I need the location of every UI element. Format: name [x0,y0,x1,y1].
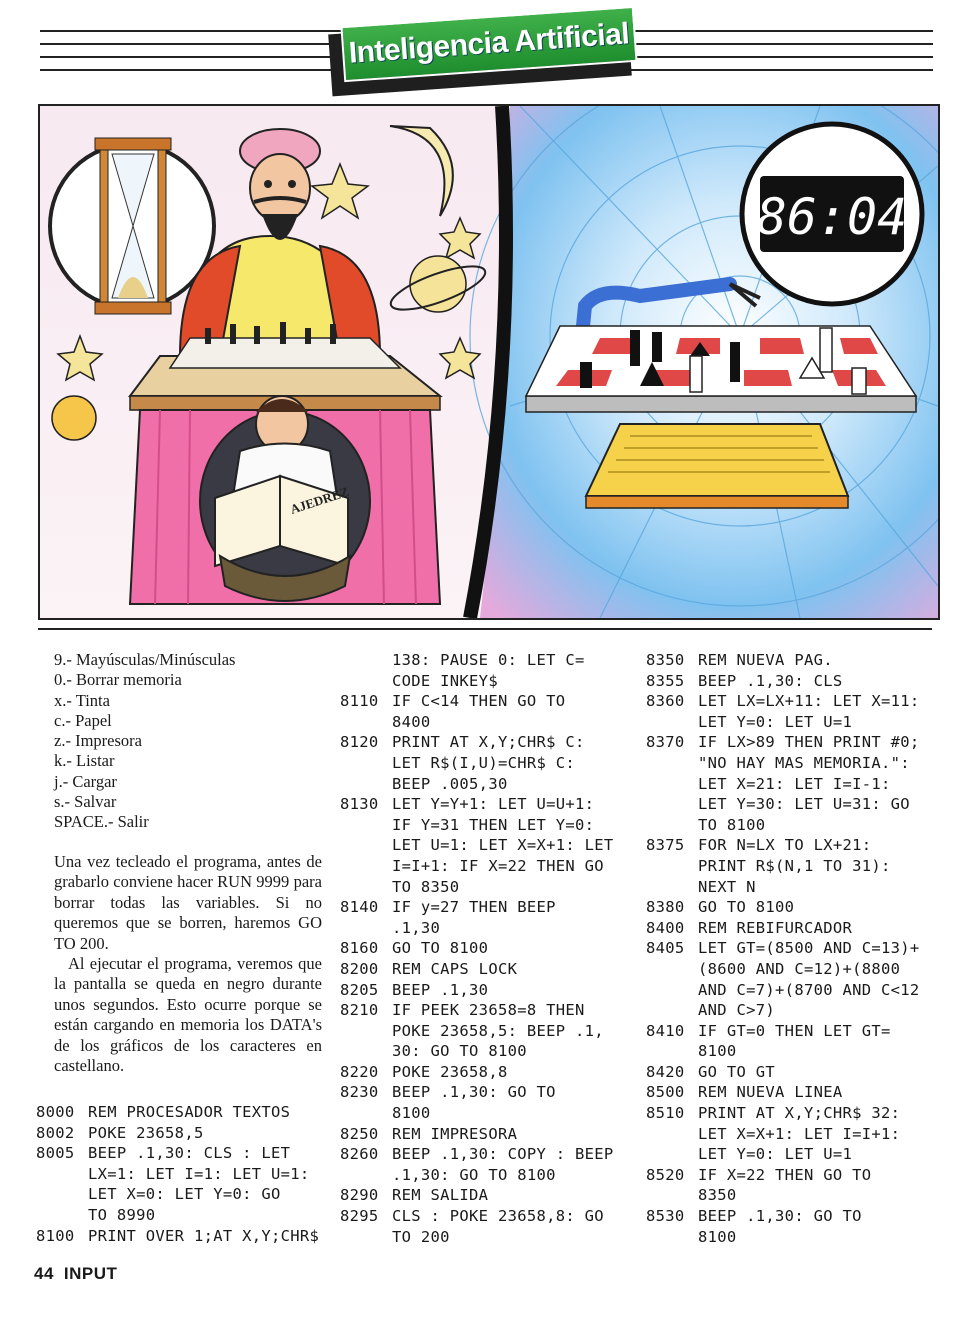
code-line [646,712,946,733]
line-number: 8370 [646,733,685,752]
code-text: POKE 23658,8 [392,1062,508,1081]
line-number: 8290 [340,1186,379,1205]
line-number: 8002 [36,1123,75,1142]
line-number [646,1185,698,1206]
line-number: 8355 [646,671,685,690]
line-number: 8230 [340,1083,379,1102]
code-text: REM NUEVA PAG. [698,651,833,669]
code-line [340,1103,640,1124]
code-line [340,1000,640,1021]
code-line [646,938,946,959]
line-number [340,877,392,898]
code-line [646,835,946,856]
line-number [646,1041,698,1062]
line-number: 8410 [646,1021,685,1040]
line-number: 8420 [646,1062,685,1081]
paragraph-text: Al ejecutar el programa, veremos que la pantalla se queda en negro durante unos segundos. Esto ocurre porque se están cargando en memoria los DATA's de los gráficos de los caracteres en castellano. [54,954,322,1076]
line-number: 8160 [340,939,379,958]
line-number [340,918,392,939]
line-number: 8260 [340,1145,379,1164]
code-line [340,1062,640,1083]
code-line [340,877,640,898]
code-line [646,918,946,939]
code-text: GO TO 8100 [698,898,795,917]
code-line [646,1082,946,1103]
menu-item: j.- Cargar [54,771,117,791]
menu-item: k.- Listar [54,751,115,771]
line-number [340,815,392,836]
line-number: 8205 [340,980,379,999]
code-line [340,650,640,671]
code-text: 138: PAUSE 0: LET C= [392,651,585,669]
code-text: 8400 [392,712,431,731]
code-line [646,877,946,898]
code-text: PRINT AT X,Y;CHR$ C: [392,733,585,752]
code-text: LET X=21: LET I=I-1: [698,774,891,793]
code-text: TO 8990 [88,1205,156,1224]
line-number: 8130 [340,795,379,814]
code-listing-col2 [340,650,640,1247]
code-text: IF PEEK 23658=8 THEN [392,1001,585,1020]
paragraph-1 [54,852,322,954]
code-text: CLS : POKE 23658,8: GO [392,1207,604,1226]
code-line [340,980,640,1001]
code-line [340,1185,640,1206]
code-line [646,1165,946,1186]
code-line [340,1124,640,1145]
line-number: 8350 [646,651,685,669]
code-text: REM SALIDA [392,1186,489,1205]
code-line [340,835,640,856]
line-number: 8400 [646,918,685,937]
code-text: GO TO 8100 [392,939,489,958]
menu-item: SPACE.- Salir [54,812,149,832]
menu-item: 0.- Borrar memoria [54,670,182,690]
code-line [340,918,640,939]
code-line [646,1103,946,1124]
line-number: 8520 [646,1165,685,1184]
code-line [646,794,946,815]
code-text: PRINT OVER 1;AT X,Y;CHR$ [88,1226,320,1245]
code-line [646,1185,946,1206]
line-number [340,856,392,877]
code-text: BEEP .1,30: CLS [698,671,843,690]
code-text: .1,30: GO TO 8100 [392,1165,556,1184]
line-number [646,794,698,815]
code-line [340,1082,640,1103]
line-number [646,753,698,774]
code-text: LET Y=0: LET U=1 [698,712,853,731]
code-text: TO 8100 [698,815,766,834]
code-text: BEEP .1,30: COPY : BEEP [392,1145,614,1164]
line-number [646,1124,698,1145]
code-line [646,856,946,877]
line-number: 8120 [340,733,379,752]
clock-display: 86:04 [756,188,908,246]
code-line [340,938,640,959]
line-number [646,856,698,877]
line-number: 8375 [646,836,685,855]
illustration-rule [38,628,932,630]
code-line [36,1102,336,1123]
code-line [646,1041,946,1062]
code-line [646,650,946,671]
code-line [340,959,640,980]
code-text: IF Y=31 THEN LET Y=0: [392,815,595,834]
line-number: 8380 [646,898,685,917]
line-number: 8220 [340,1062,379,1081]
line-number: 8110 [340,692,379,711]
line-number [646,1000,698,1021]
code-listing-col3 [646,650,946,1247]
code-line [340,732,640,753]
code-line [340,1021,640,1042]
line-number [646,712,698,733]
code-text: TO 200 [392,1227,450,1246]
line-number: 8360 [646,692,685,711]
line-number: 8005 [36,1144,75,1163]
code-text: .1,30 [392,918,441,937]
page-number: 44 [34,1264,54,1283]
code-text: TO 8350 [392,877,460,896]
code-line [36,1164,336,1185]
code-text: LET LX=LX+11: LET X=11: [698,692,920,711]
code-line [646,897,946,918]
line-number [340,1021,392,1042]
line-number [36,1205,88,1226]
code-line [340,774,640,795]
line-number: 8250 [340,1124,379,1143]
code-line [646,959,946,980]
line-number [646,877,698,898]
code-line [36,1143,336,1164]
code-line [646,1000,946,1021]
code-text: I=I+1: IF X=22 THEN GO [392,856,604,875]
code-text: BEEP .1,30: CLS : LET [88,1144,291,1163]
code-line [646,1227,946,1248]
menu-item: z.- Impresora [54,731,142,751]
line-number: 8295 [340,1207,379,1226]
code-text: LET X=0: LET Y=0: GO [88,1185,281,1204]
code-line [646,1124,946,1145]
code-text: REM IMPRESORA [392,1124,518,1143]
line-number: 8100 [36,1226,75,1245]
code-text: BEEP .1,30: GO TO [698,1207,862,1226]
code-line [646,732,946,753]
line-number: 8405 [646,939,685,958]
line-number: 8210 [340,1001,379,1020]
line-number [646,815,698,836]
code-text: NEXT N [698,877,756,896]
line-number [646,1144,698,1165]
code-text: LET U=1: LET X=X+1: LET [392,836,614,855]
code-text: REM REBIFURCADOR [698,918,853,937]
line-number [340,753,392,774]
code-text: 30: GO TO 8100 [392,1042,527,1061]
line-number [340,671,392,692]
code-text: LX=1: LET I=1: LET U=1: [88,1164,310,1183]
code-text: GO TO GT [698,1062,776,1081]
line-number [340,1041,392,1062]
code-text: CODE INKEY$ [392,671,498,690]
code-line [340,691,640,712]
code-text: REM NUEVA LINEA [698,1083,843,1102]
code-text: PRINT R$(N,1 TO 31): [698,856,891,875]
code-line [36,1205,336,1226]
page-footer [34,1264,127,1284]
menu-item: x.- Tinta [54,690,110,710]
line-number [646,959,698,980]
code-text: BEEP .1,30: GO TO [392,1083,556,1102]
code-text: IF X=22 THEN GO TO [698,1165,872,1184]
line-number: 8200 [340,959,379,978]
code-line [340,671,640,692]
code-text: 8350 [698,1186,737,1205]
line-number [646,774,698,795]
code-text: FOR N=LX TO LX+21: [698,836,872,855]
code-line [646,1062,946,1083]
paragraph-text: Una vez tecleado el programa, antes de grabarlo conviene hacer RUN 9999 para borrar todas las variables. Si no queremos que se borren, haremos GO TO 200. [54,852,322,953]
line-number [340,650,392,671]
key-menu-list [54,650,324,833]
code-line [646,753,946,774]
code-text: LET GT=(8500 AND C=13)+ [698,939,920,958]
code-text: IF GT=0 THEN LET GT= [698,1021,891,1040]
section-badge [330,10,636,88]
code-line [340,1206,640,1227]
code-text: IF C<14 THEN GO TO [392,692,566,711]
code-line [646,691,946,712]
code-text: PRINT AT X,Y;CHR$ 32: [698,1104,901,1123]
code-text: 8100 [698,1042,737,1061]
code-line [340,1041,640,1062]
code-text: REM PROCESADOR TEXTOS [88,1103,291,1121]
code-line [340,712,640,733]
code-text: LET Y=30: LET U=31: GO [698,795,910,814]
line-number: 8000 [36,1103,75,1121]
code-text: (8600 AND C=12)+(8800 [698,959,901,978]
line-number: 8500 [646,1083,685,1102]
code-line [646,671,946,692]
code-line [36,1226,336,1247]
line-number: 8140 [340,898,379,917]
code-text: AND C>7) [698,1001,776,1020]
code-text: BEEP .1,30 [392,980,489,999]
line-number [36,1184,88,1205]
code-text: "NO HAY MAS MEMORIA.": [698,753,910,772]
code-text: BEEP .005,30 [392,774,508,793]
menu-item: 9.- Mayúsculas/Minúsculas [54,650,236,669]
line-number: 8530 [646,1207,685,1226]
code-line [36,1184,336,1205]
code-line [646,1144,946,1165]
code-text: LET X=X+1: LET I=I+1: [698,1124,901,1143]
menu-item: s.- Salvar [54,792,117,812]
code-text: IF y=27 THEN BEEP [392,898,556,917]
code-line [340,1144,640,1165]
line-number [340,774,392,795]
code-line [340,1165,640,1186]
code-text: 8100 [698,1227,737,1246]
code-text: LET Y=Y+1: LET U=U+1: [392,795,595,814]
menu-item: c.- Papel [54,710,112,730]
line-number [646,1227,698,1248]
book-label: AJEDREZ [288,483,351,517]
line-number [340,1103,392,1124]
line-number [36,1164,88,1185]
code-line [340,815,640,836]
code-text: LET Y=0: LET U=1 [698,1145,853,1164]
line-number [340,835,392,856]
code-line [646,1021,946,1042]
magazine-name: INPUT [63,1264,118,1283]
code-text: POKE 23658,5: BEEP .1, [392,1021,604,1040]
line-number: 8510 [646,1104,685,1123]
code-text: LET R$(I,U)=CHR$ C: [392,753,576,772]
code-listing-col1 [36,1102,336,1246]
code-line [646,980,946,1001]
code-line [36,1123,336,1144]
line-number [340,1227,392,1248]
code-line [340,897,640,918]
code-line [340,856,640,877]
code-line [340,1227,640,1248]
code-text: REM CAPS LOCK [392,959,518,978]
chess-illustration [40,106,938,618]
line-number [340,712,392,733]
section-title: Inteligencia Artificial [347,17,631,70]
line-number [646,980,698,1001]
code-text: AND C=7)+(8700 AND C<12 [698,980,920,999]
code-line [646,815,946,836]
code-text: IF LX>89 THEN PRINT #0; [698,733,920,752]
code-line [646,774,946,795]
illustration [38,104,940,620]
code-line [340,794,640,815]
code-line [340,753,640,774]
code-text: 8100 [392,1104,431,1123]
paragraph-2 [54,954,322,1076]
code-text: POKE 23658,5 [88,1123,204,1142]
code-line [646,1206,946,1227]
line-number [340,1165,392,1186]
